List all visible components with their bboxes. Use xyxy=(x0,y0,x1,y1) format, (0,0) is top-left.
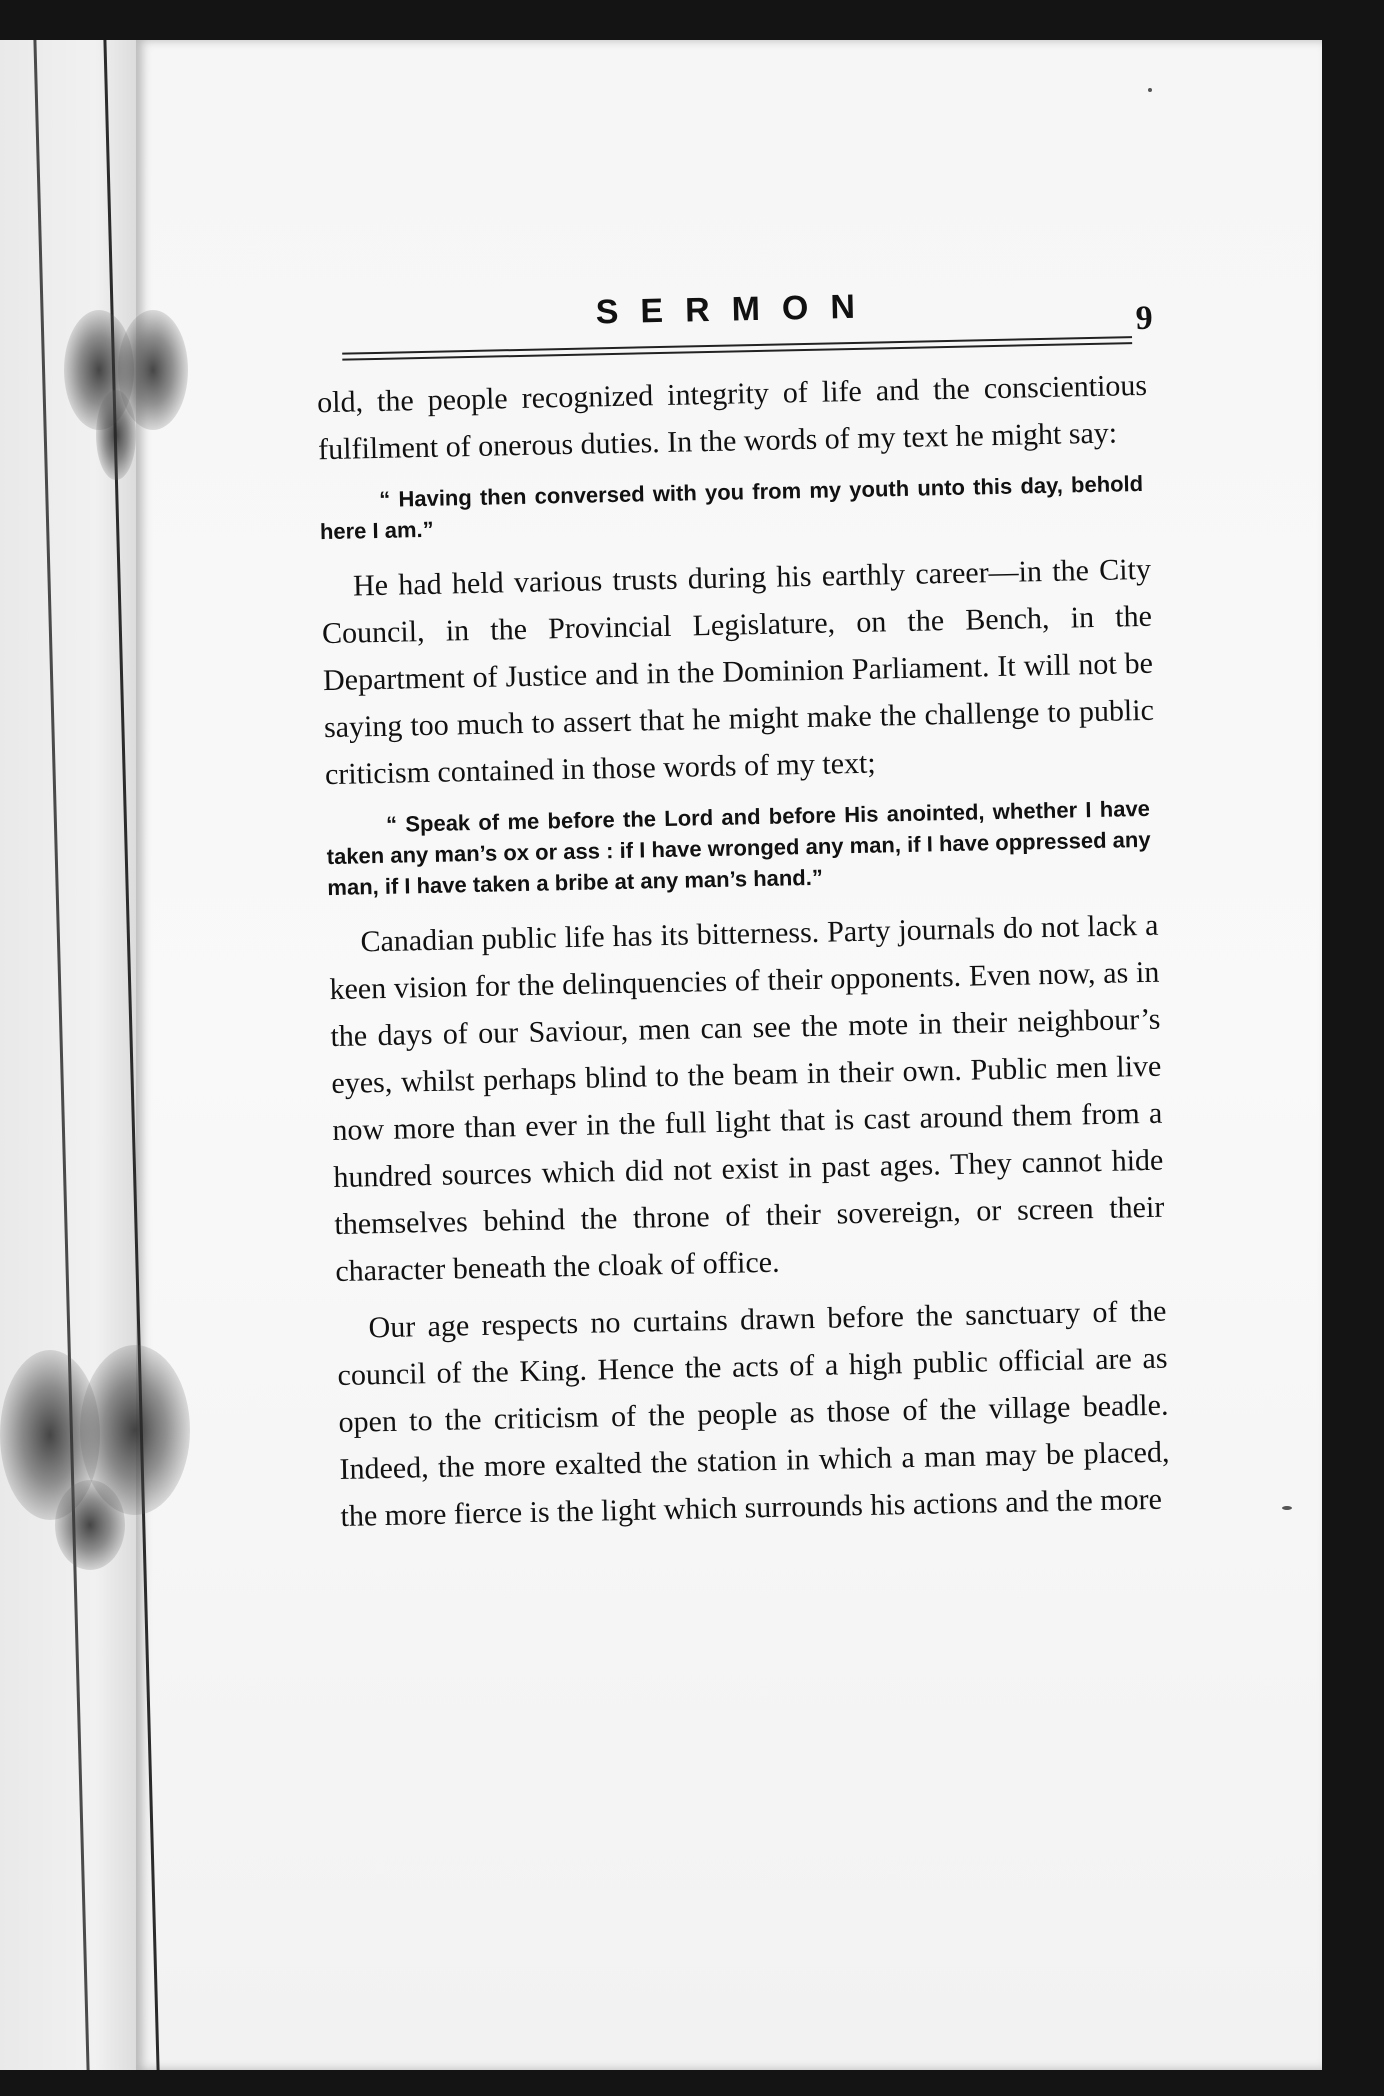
page-text-block xyxy=(250,32,1170,1533)
scripture-quote: “ Having then conversed with you from my youth unto this day, behold here I am.” xyxy=(319,470,1144,545)
dust-speck xyxy=(1148,88,1152,92)
paragraph: Our age respects no curtains drawn before the sanctuary of the council of the King. Hence the acts of a high public official are as open to the criticism of the people as those of the village beadle. Indeed, the more exalted the station in which a man may be placed, the more fierce is the light which surrounds his actions and the more xyxy=(337,1294,1170,1533)
scripture-quote: “ Speak of me before the Lord and before His anointed, whether I have taken any man’s ox or ass : if I have wronged any man, if I have oppressed any man, if I have taken a bribe at any man’s hand.” xyxy=(326,795,1151,901)
binding-shadow xyxy=(55,1480,125,1570)
paragraph: He had held various trusts during his earthly career—in the City Council, in the Provincial Legislature, on the Bench, in the Department of Justice and in the Dominion Parliament. It will not be saying too much to assert that he might make the challenge to public criticism contained in those words of my text; xyxy=(321,552,1155,792)
paragraph: old, the people recognized integrity of life and the conscientious fulfilment of onerous duties. In the words of my text he might say: xyxy=(316,368,1148,467)
dust-speck xyxy=(1282,1506,1292,1510)
running-head: SERMON xyxy=(595,287,878,332)
page-number: 9 xyxy=(1135,299,1154,338)
paragraph: Canadian public life has its bitterness. Party journals do not lack a keen vision for the delinquencies of their opponents. Even now, as in the days of our Saviour, men can see the mote in their neighbour’s eyes, whilst perhaps blind to the beam in their own. Public men live now more than ever in the full light that is cast around them from a hundred sources which did not exist in past ages. They cannot hide themselves behind the throne of their sovereign, or screen their character beneath the cloak of office. xyxy=(329,908,1165,1289)
page-body xyxy=(317,362,1171,1540)
binding-shadow xyxy=(96,390,136,480)
book-page xyxy=(136,40,1322,2070)
